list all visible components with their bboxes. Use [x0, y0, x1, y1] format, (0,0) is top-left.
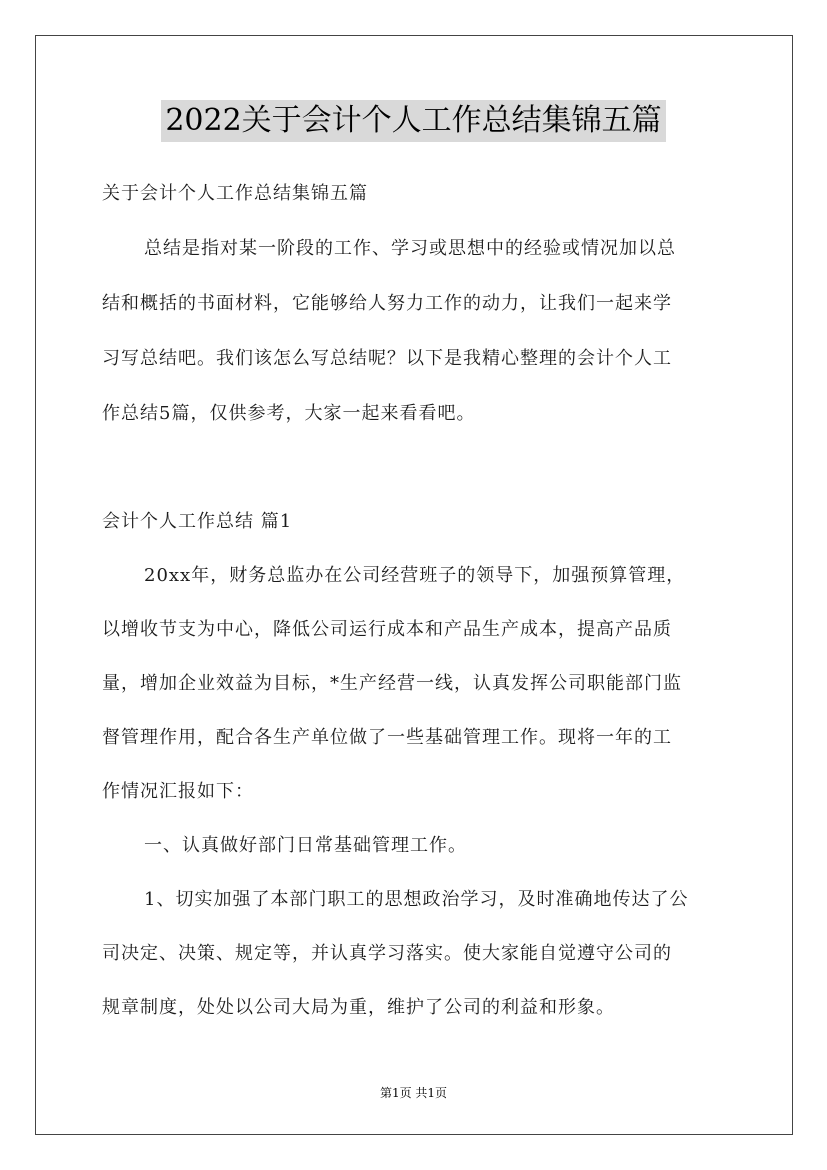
item1-line-2: 司决定、决策、规定等，并认真学习落实。使大家能自觉遵守公司的	[102, 943, 672, 964]
item1-line-3: 规章制度，处处以公司大局为重，维护了公司的利益和形象。	[102, 997, 615, 1018]
page-footer: 第1页 共1页	[379, 1086, 448, 1100]
intro-line-2: 结和概括的书面材料，它能够给人努力工作的动力，让我们一起来学	[102, 293, 672, 314]
document-title: 2022关于会计个人工作总结集锦五篇	[161, 100, 665, 142]
subtitle: 关于会计个人工作总结集锦五篇	[102, 183, 368, 204]
intro-line-4: 作总结5篇，仅供参考，大家一起来看看吧。	[102, 403, 476, 424]
section-line-2: 以增收节支为中心，降低公司运行成本和产品生产成本，提高产品质	[102, 619, 672, 640]
section-line-3: 量，增加企业效益为目标，*生产经营一线，认真发挥公司职能部门监	[102, 673, 682, 694]
intro-line-3: 习写总结吧。我们该怎么写总结呢？以下是我精心整理的会计个人工	[102, 348, 672, 369]
title-container	[0, 100, 827, 142]
item1-line-1: 1、切实加强了本部门职工的思想政治学习，及时准确地传达了公	[144, 889, 689, 910]
section-heading: 会计个人工作总结 篇1	[102, 511, 293, 532]
item-heading: 一、认真做好部门日常基础管理工作。	[144, 835, 467, 856]
intro-line-1: 总结是指对某一阶段的工作、学习或思想中的经验或情况加以总	[144, 238, 676, 259]
section-line-4: 督管理作用，配合各生产单位做了一些基础管理工作。现将一年的工	[102, 727, 672, 748]
section-line-1: 20xx年，财务总监办在公司经营班子的领导下，加强预算管理，	[144, 565, 686, 586]
section-line-5: 作情况汇报如下：	[102, 781, 254, 802]
